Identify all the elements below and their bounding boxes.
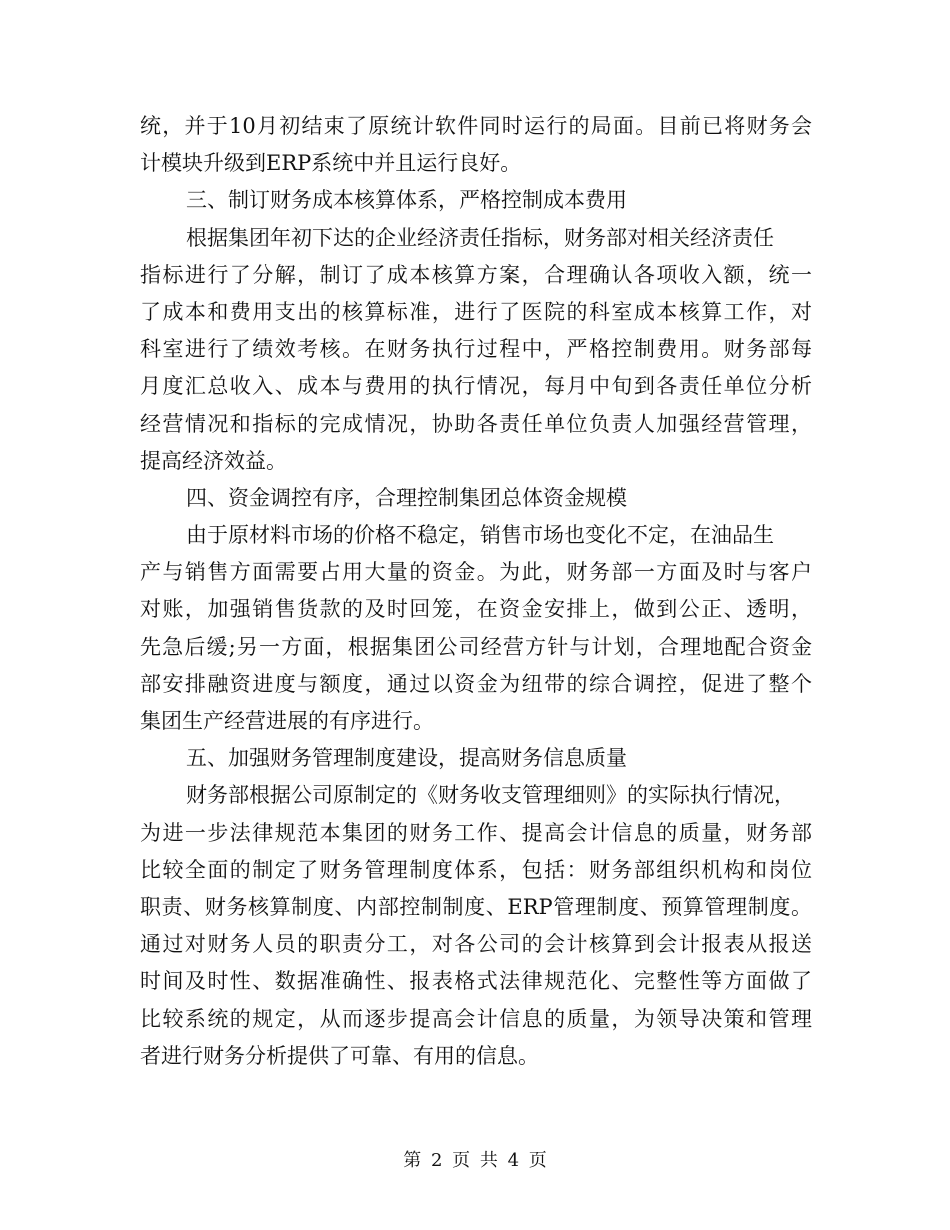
text-line: 计模块升级到ERP系统中并且运行良好。: [140, 151, 522, 176]
text-line: 指标进行了分解，制订了成本核算方案，合理确认各项收入额，统一: [140, 262, 812, 287]
text-line: 科室进行了绩效考核。在财务执行过程中，严格控制费用。财务部每: [140, 337, 812, 362]
text-line: 先急后缓;另一方面，根据集团公司经营方针与计划，合理地配合资金: [140, 634, 812, 659]
paragraph-first-line: 由于原材料市场的价格不稳定，销售市场也变化不定，在油品生: [186, 523, 774, 548]
text-line: 集团生产经营进展的有序进行。: [140, 709, 434, 733]
text-line: 统，并于10月初结束了原统计软件同时运行的局面。目前已将财务会: [140, 114, 812, 138]
text-line: 者进行财务分析提供了可靠、有用的信息。: [140, 1043, 539, 1068]
paragraph-first-line: 财务部根据公司原制定的《财务收支管理细则》的实际执行情况，: [186, 783, 795, 808]
text-line: 提高经济效益。: [140, 448, 287, 473]
text-line: 对账，加强销售货款的及时回笼，在资金安排上，做到公正、透明，: [140, 597, 812, 622]
text-line: 职责、财务核算制度、内部控制制度、ERP管理制度、预算管理制度。: [140, 894, 812, 919]
text-line: 比较系统的规定，从而逐步提高会计信息的质量，为领导决策和管理: [140, 1006, 812, 1031]
text-line: 月度汇总收入、成本与费用的执行情况，每月中旬到各责任单位分析: [140, 374, 812, 399]
section-heading: 三、制订财务成本核算体系，严格控制成本费用: [186, 188, 627, 213]
text-line: 为进一步法律规范本集团的财务工作、提高会计信息的质量，财务部: [140, 820, 812, 845]
section-heading: 四、资金调控有序，合理控制集团总体资金规模: [186, 485, 627, 510]
text-line: 比较全面的制定了财务管理制度体系，包括：财务部组织机构和岗位: [140, 857, 812, 882]
text-line: 了成本和费用支出的核算标准，进行了医院的科室成本核算工作，对: [140, 299, 812, 324]
section-heading: 五、加强财务管理制度建设，提高财务信息质量: [186, 746, 627, 771]
document-body: [140, 108, 812, 1075]
text-line: 通过对财务人员的职责分工，对各公司的会计核算到会计报表从报送: [140, 932, 812, 957]
paragraph-first-line: 根据集团年初下达的企业经济责任指标，财务部对相关经济责任: [186, 225, 774, 250]
text-line: 产与销售方面需要占用大量的资金。为此，财务部一方面及时与客户: [140, 560, 812, 585]
text-line: 时间及时性、数据准确性、报表格式法律规范化、完整性等方面做了: [140, 969, 812, 994]
page-number-footer: 第 2 页 共 4 页: [403, 1150, 547, 1171]
text-line: 经营情况和指标的完成情况，协助各责任单位负责人加强经营管理，: [140, 411, 812, 436]
text-line: 部安排融资进度与额度，通过以资金为纽带的综合调控，促进了整个: [140, 671, 812, 696]
